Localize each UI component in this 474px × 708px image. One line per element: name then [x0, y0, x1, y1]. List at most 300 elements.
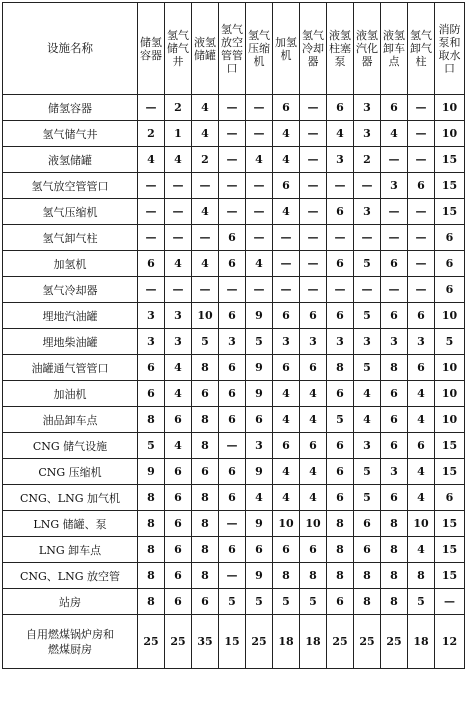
table-cell: 6: [192, 459, 219, 485]
table-cell: —: [219, 511, 246, 537]
table-cell: 9: [138, 459, 165, 485]
column-header: [381, 3, 408, 95]
table-cell: 4: [273, 147, 300, 173]
table-cell: —: [246, 199, 273, 225]
table-cell: 15: [219, 615, 246, 669]
table-cell: 8: [192, 537, 219, 563]
column-header: [165, 3, 192, 95]
table-cell: 6: [273, 355, 300, 381]
table-cell: 8: [327, 511, 354, 537]
table-cell: —: [219, 563, 246, 589]
table-cell: 5: [300, 589, 327, 615]
table-cell: 3: [165, 329, 192, 355]
table-cell: 4: [165, 147, 192, 173]
table-cell: 6: [408, 433, 435, 459]
table-cell: 3: [354, 433, 381, 459]
table-cell: —: [192, 277, 219, 303]
column-header-line: 柱: [415, 55, 427, 68]
table-cell: —: [354, 277, 381, 303]
table-row: [3, 355, 465, 381]
table-cell: —: [219, 95, 246, 121]
table-cell: 10: [435, 95, 465, 121]
table-cell: —: [246, 121, 273, 147]
table-cell: 4: [408, 381, 435, 407]
table-cell: 8: [192, 433, 219, 459]
table-cell: 6: [165, 511, 192, 537]
table-cell: —: [408, 225, 435, 251]
table-cell: 2: [354, 147, 381, 173]
table-row: [3, 329, 465, 355]
table-cell: 8: [138, 563, 165, 589]
table-cell: —: [300, 173, 327, 199]
column-header-line: 机: [253, 55, 265, 68]
table-cell: 6: [435, 225, 465, 251]
table-cell: 35: [192, 615, 219, 669]
table-cell: 8: [138, 511, 165, 537]
table-cell: 10: [435, 303, 465, 329]
table-cell: 6: [327, 251, 354, 277]
table-cell: 25: [165, 615, 192, 669]
row-name: CNG 压缩机: [3, 459, 138, 485]
table-cell: —: [327, 277, 354, 303]
table-cell: 6: [273, 433, 300, 459]
table-cell: 4: [300, 459, 327, 485]
table-cell: 3: [354, 95, 381, 121]
column-header-line: 柱塞: [329, 42, 351, 55]
table-cell: 5: [354, 459, 381, 485]
table-cell: 10: [300, 511, 327, 537]
table-cell: 4: [138, 147, 165, 173]
table-cell: 4: [408, 537, 435, 563]
column-header-line: 口: [226, 61, 238, 75]
table-cell: —: [354, 225, 381, 251]
row-name: 液氢储罐: [3, 147, 138, 173]
table-cell: 3: [327, 329, 354, 355]
table-cell: 8: [300, 563, 327, 589]
column-header-line: 氢气: [302, 29, 324, 42]
table-cell: —: [408, 95, 435, 121]
table-cell: —: [246, 95, 273, 121]
table-cell: —: [408, 277, 435, 303]
row-name: 自用燃煤锅炉房和 燃煤厨房: [3, 615, 138, 669]
table-cell: 5: [435, 329, 465, 355]
table-cell: —: [381, 225, 408, 251]
table-cell: 4: [273, 199, 300, 225]
table-row: [3, 433, 465, 459]
table-cell: 4: [192, 121, 219, 147]
table-cell: 5: [219, 589, 246, 615]
table-cell: 3: [381, 173, 408, 199]
header-row: [3, 3, 465, 95]
table-cell: 3: [138, 303, 165, 329]
table-cell: 8: [192, 563, 219, 589]
table-cell: 9: [246, 303, 273, 329]
table-cell: 15: [435, 459, 465, 485]
table-cell: —: [219, 277, 246, 303]
table-cell: 6: [327, 95, 354, 121]
row-name: 氢气冷却器: [3, 277, 138, 303]
table-cell: 6: [273, 537, 300, 563]
table-cell: 15: [435, 147, 465, 173]
table-cell: 8: [327, 537, 354, 563]
table-cell: 8: [381, 537, 408, 563]
table-cell: —: [273, 277, 300, 303]
column-header-line: 储氢: [140, 35, 162, 49]
table-cell: 3: [381, 329, 408, 355]
table-cell: 10: [435, 407, 465, 433]
column-header-line: 氢气: [248, 29, 270, 42]
table-cell: —: [138, 199, 165, 225]
table-cell: 6: [354, 511, 381, 537]
table-cell: 5: [408, 589, 435, 615]
table-cell: —: [192, 173, 219, 199]
table-row: [3, 615, 465, 669]
table-row: [3, 459, 465, 485]
table-cell: 6: [165, 407, 192, 433]
column-header-line: 液氢: [356, 29, 378, 42]
table-cell: 3: [381, 459, 408, 485]
table-cell: —: [165, 173, 192, 199]
table-cell: 6: [300, 303, 327, 329]
table-cell: —: [219, 199, 246, 225]
table-cell: 4: [246, 147, 273, 173]
table-cell: 6: [435, 485, 465, 511]
table-cell: 6: [408, 355, 435, 381]
table-cell: —: [300, 121, 327, 147]
table-cell: 6: [246, 407, 273, 433]
table-cell: 6: [219, 225, 246, 251]
table-row: [3, 381, 465, 407]
table-cell: 6: [381, 407, 408, 433]
table-cell: 8: [192, 511, 219, 537]
table-cell: 25: [246, 615, 273, 669]
table-cell: 4: [246, 485, 273, 511]
table-cell: 8: [138, 589, 165, 615]
table-cell: —: [435, 589, 465, 615]
table-row: [3, 121, 465, 147]
table-cell: 4: [408, 485, 435, 511]
table-cell: 10: [273, 511, 300, 537]
table-cell: 8: [138, 485, 165, 511]
table-cell: 8: [408, 563, 435, 589]
table-cell: 18: [300, 615, 327, 669]
table-cell: 6: [327, 433, 354, 459]
table-cell: 5: [354, 355, 381, 381]
table-cell: —: [300, 251, 327, 277]
table-cell: —: [273, 251, 300, 277]
column-header-line: 机: [280, 48, 292, 62]
table-cell: 6: [381, 485, 408, 511]
column-header-line: 井: [172, 55, 184, 68]
table-cell: 6: [219, 459, 246, 485]
column-header-line: 点: [388, 55, 400, 68]
table-cell: 10: [408, 511, 435, 537]
table-row: [3, 199, 465, 225]
table-cell: 6: [381, 381, 408, 407]
row-name: 氢气放空管管口: [3, 173, 138, 199]
table-cell: —: [246, 277, 273, 303]
table-cell: 6: [300, 355, 327, 381]
table-cell: —: [408, 121, 435, 147]
table-cell: 4: [300, 485, 327, 511]
table-cell: 3: [408, 329, 435, 355]
column-header: [408, 3, 435, 95]
table-cell: 9: [246, 459, 273, 485]
table-cell: 25: [354, 615, 381, 669]
table-cell: 6: [327, 589, 354, 615]
table-cell: 8: [273, 563, 300, 589]
row-name: 氢气压缩机: [3, 199, 138, 225]
row-name: 油罐通气管管口: [3, 355, 138, 381]
table-cell: 8: [192, 355, 219, 381]
table-cell: 4: [300, 381, 327, 407]
table-cell: —: [300, 225, 327, 251]
table-cell: 4: [246, 251, 273, 277]
table-cell: 8: [192, 485, 219, 511]
table-cell: 6: [381, 251, 408, 277]
table-cell: 4: [165, 355, 192, 381]
column-header-line: 放空: [221, 35, 243, 49]
table-cell: 6: [327, 199, 354, 225]
table-cell: —: [408, 199, 435, 225]
row-name: CNG、LNG 加气机: [3, 485, 138, 511]
table-cell: 8: [192, 407, 219, 433]
table-cell: —: [192, 225, 219, 251]
table-cell: 4: [408, 407, 435, 433]
table-cell: 3: [138, 329, 165, 355]
column-header-line: 压缩: [248, 42, 270, 55]
table-row: [3, 485, 465, 511]
table-cell: 4: [273, 407, 300, 433]
table-cell: 3: [354, 199, 381, 225]
table-cell: —: [381, 147, 408, 173]
table-cell: —: [300, 277, 327, 303]
column-header-line: 卸气: [410, 42, 432, 55]
table-cell: 5: [192, 329, 219, 355]
table-cell: 6: [327, 381, 354, 407]
table-cell: 4: [327, 121, 354, 147]
table-cell: 3: [300, 329, 327, 355]
table-cell: 8: [327, 355, 354, 381]
table-cell: 25: [381, 615, 408, 669]
table-cell: 6: [138, 355, 165, 381]
table-cell: —: [327, 225, 354, 251]
table-row: [3, 277, 465, 303]
table-cell: 8: [381, 563, 408, 589]
column-header-line: 加氢: [275, 35, 297, 49]
column-header: [354, 3, 381, 95]
table-cell: 6: [192, 589, 219, 615]
table-cell: —: [246, 225, 273, 251]
row-name: LNG 储罐、泵: [3, 511, 138, 537]
column-header-line: 器: [307, 55, 319, 68]
table-cell: 4: [192, 95, 219, 121]
table-cell: —: [354, 173, 381, 199]
table-cell: 9: [246, 381, 273, 407]
table-cell: —: [408, 147, 435, 173]
table-cell: 8: [381, 355, 408, 381]
table-cell: 10: [192, 303, 219, 329]
table-cell: 4: [273, 459, 300, 485]
table-cell: 6: [138, 381, 165, 407]
table-cell: —: [138, 173, 165, 199]
table-cell: 6: [381, 433, 408, 459]
table-cell: 4: [165, 251, 192, 277]
table-cell: 6: [273, 303, 300, 329]
table-cell: 5: [246, 329, 273, 355]
row-name: 埋地柴油罐: [3, 329, 138, 355]
table-cell: —: [273, 225, 300, 251]
table-cell: —: [138, 95, 165, 121]
table-cell: 4: [192, 251, 219, 277]
table-cell: 2: [165, 95, 192, 121]
table-cell: 6: [219, 537, 246, 563]
table-cell: 4: [165, 381, 192, 407]
table-cell: 25: [327, 615, 354, 669]
column-header-line: 氢气: [410, 29, 432, 42]
table-cell: 18: [273, 615, 300, 669]
table-cell: 6: [300, 537, 327, 563]
column-header-line: 消防: [438, 22, 461, 36]
table-cell: —: [219, 433, 246, 459]
table-cell: 6: [219, 381, 246, 407]
table-cell: 25: [138, 615, 165, 669]
row-name: 氢气卸气柱: [3, 225, 138, 251]
table-cell: 5: [246, 589, 273, 615]
table-cell: 9: [246, 511, 273, 537]
table-row: [3, 407, 465, 433]
table-cell: 18: [408, 615, 435, 669]
column-header-line: 汽化: [356, 42, 378, 55]
table-cell: 10: [435, 381, 465, 407]
table-cell: 8: [381, 511, 408, 537]
row-name: 埋地汽油罐: [3, 303, 138, 329]
table-cell: 3: [246, 433, 273, 459]
table-cell: 9: [246, 355, 273, 381]
table-cell: 3: [327, 147, 354, 173]
table-cell: 3: [219, 329, 246, 355]
table-cell: 5: [354, 303, 381, 329]
table-cell: 10: [435, 355, 465, 381]
table-cell: 15: [435, 537, 465, 563]
table-cell: 6: [165, 589, 192, 615]
column-header-line: 储气: [167, 42, 189, 55]
table-cell: 6: [327, 459, 354, 485]
table-row: [3, 511, 465, 537]
table-cell: 15: [435, 511, 465, 537]
table-cell: 5: [354, 251, 381, 277]
table-body: [3, 95, 465, 669]
table-cell: 6: [219, 407, 246, 433]
table-cell: 4: [273, 121, 300, 147]
table-cell: 6: [165, 485, 192, 511]
table-cell: 6: [435, 251, 465, 277]
column-header-line: 器: [361, 55, 373, 68]
table-cell: —: [327, 173, 354, 199]
column-header-line: 液氢: [329, 29, 351, 42]
table-row: [3, 147, 465, 173]
table-cell: 4: [354, 381, 381, 407]
table-cell: 6: [165, 563, 192, 589]
table-cell: —: [165, 225, 192, 251]
row-name: LNG 卸车点: [3, 537, 138, 563]
table-cell: 6: [219, 251, 246, 277]
table-cell: 3: [165, 303, 192, 329]
column-header: [192, 3, 219, 95]
column-header-line: 口: [444, 61, 455, 75]
table-cell: 6: [165, 459, 192, 485]
table-cell: 6: [219, 485, 246, 511]
table-cell: —: [138, 225, 165, 251]
table-cell: 15: [435, 433, 465, 459]
row-name: 氢气储气井: [3, 121, 138, 147]
table-cell: 2: [192, 147, 219, 173]
row-name: 储氢容器: [3, 95, 138, 121]
table-cell: 6: [165, 537, 192, 563]
table-cell: —: [381, 277, 408, 303]
table-cell: 8: [381, 589, 408, 615]
column-header-line: 泵: [334, 55, 346, 68]
table-cell: 6: [327, 303, 354, 329]
table-cell: —: [300, 147, 327, 173]
table-cell: 8: [354, 563, 381, 589]
table-row: [3, 173, 465, 199]
column-header-line: 氢气: [167, 29, 189, 42]
table-cell: 4: [381, 121, 408, 147]
table-cell: —: [219, 173, 246, 199]
row-name: CNG 储气设施: [3, 433, 138, 459]
column-header-line: 管管: [221, 48, 243, 62]
table-cell: 4: [408, 459, 435, 485]
table-cell: 6: [273, 95, 300, 121]
table-cell: —: [408, 251, 435, 277]
table-cell: —: [219, 147, 246, 173]
table-cell: —: [165, 199, 192, 225]
table-cell: 6: [354, 537, 381, 563]
table-cell: 5: [138, 433, 165, 459]
row-name: 加油机: [3, 381, 138, 407]
column-header: [300, 3, 327, 95]
table-cell: 15: [435, 173, 465, 199]
table-cell: 6: [381, 95, 408, 121]
table-cell: 8: [138, 537, 165, 563]
table-row: [3, 303, 465, 329]
column-header: [435, 3, 465, 95]
table-cell: 2: [138, 121, 165, 147]
column-header-line: 氢气: [221, 22, 243, 36]
table-cell: 12: [435, 615, 465, 669]
column-header-line: 液氢: [194, 35, 216, 49]
table-cell: 6: [381, 303, 408, 329]
spacing-table: [2, 2, 465, 669]
column-header-line: 冷却: [302, 42, 324, 55]
corner-header: 设施名称: [3, 3, 138, 95]
table-cell: —: [219, 121, 246, 147]
column-header-line: 泵和: [438, 35, 461, 49]
table-cell: 4: [192, 199, 219, 225]
table-cell: 6: [327, 485, 354, 511]
table-cell: 6: [219, 303, 246, 329]
row-name: 站房: [3, 589, 138, 615]
table-cell: 6: [219, 355, 246, 381]
row-name: 加氢机: [3, 251, 138, 277]
table-cell: 6: [138, 251, 165, 277]
column-header-line: 储罐: [194, 48, 216, 62]
table-cell: 9: [246, 563, 273, 589]
table-cell: 3: [354, 121, 381, 147]
table-cell: —: [300, 95, 327, 121]
column-header: [138, 3, 165, 95]
